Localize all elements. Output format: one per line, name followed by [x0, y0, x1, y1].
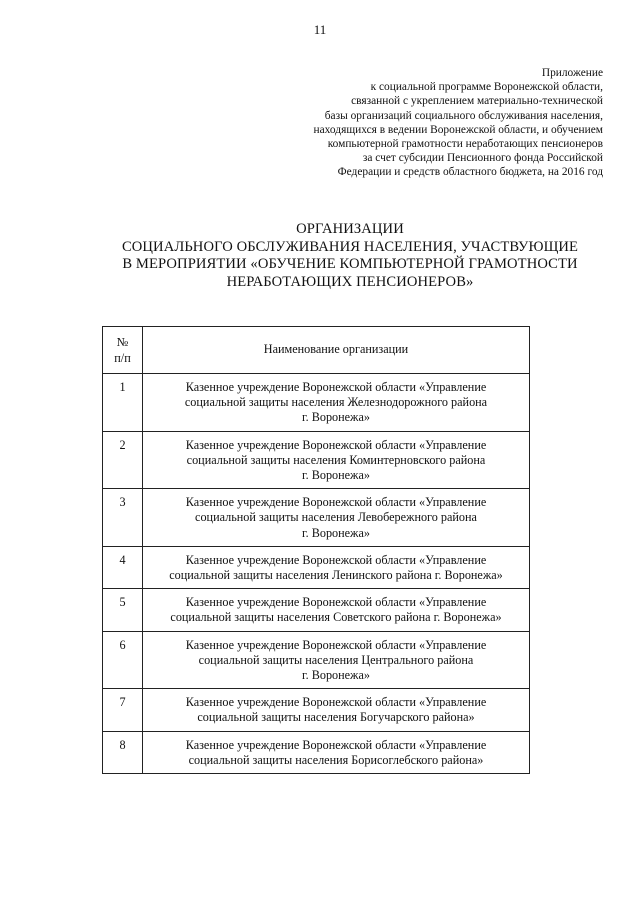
column-header-number	[103, 327, 143, 374]
appendix-line: за счет субсидии Пенсионного фонда Российской	[362, 152, 603, 165]
table-row	[103, 589, 530, 631]
table-row	[103, 689, 530, 731]
organization-name-line: Казенное учреждение Воронежской области «Управление	[185, 637, 487, 652]
row-number: 4	[103, 546, 143, 588]
appendix-line: к социальной программе Воронежской области,	[370, 81, 603, 94]
appendix-line: Федерации и средств областного бюджета, на 2016 год	[337, 166, 603, 179]
organization-name	[143, 431, 530, 489]
organization-name-line: Казенное учреждение Воронежской области «Управление	[185, 737, 487, 752]
organization-name-line: г. Воронежа»	[302, 525, 370, 540]
organization-name-line: Казенное учреждение Воронежской области «Управление	[185, 437, 487, 452]
organization-name-line: социальной защиты населения Богучарского района»	[197, 710, 475, 725]
row-number: 6	[103, 631, 143, 689]
organization-name-line: социальной защиты населения Коминтерновского района	[186, 452, 486, 467]
organization-name	[143, 546, 530, 588]
organization-name	[143, 589, 530, 631]
table-row	[103, 546, 530, 588]
organization-name-line: Казенное учреждение Воронежской области «Управление	[185, 695, 487, 710]
organization-name-line: социальной защиты населения Железнодорожного района	[184, 395, 488, 410]
row-number: 2	[103, 431, 143, 489]
appendix-line: находящихся в ведении Воронежской области, и обучением	[313, 123, 603, 136]
appendix-line: Приложение	[541, 67, 603, 79]
organization-name	[143, 489, 530, 547]
table-row	[103, 489, 530, 547]
header-number-abbrev: п/п	[114, 350, 131, 365]
organization-name-line: Казенное учреждение Воронежской области «Управление	[185, 495, 487, 510]
organization-name-line: г. Воронежа»	[302, 468, 370, 483]
organization-name-line: Казенное учреждение Воронежской области «Управление	[185, 595, 487, 610]
organizations-table	[102, 326, 530, 774]
title-line: НЕРАБОТАЮЩИХ ПЕНСИОНЕРОВ»	[226, 273, 474, 290]
document-title	[60, 221, 640, 291]
table-row	[103, 731, 530, 773]
appendix-line: связанной с укреплением материально-технической	[351, 95, 603, 108]
row-number: 8	[103, 731, 143, 773]
appendix-line: базы организаций социального обслуживания населения,	[324, 109, 603, 122]
organization-name-line: социальной защиты населения Центрального района	[198, 652, 474, 667]
row-number: 1	[103, 374, 143, 432]
organization-name-line: социальной защиты населения Борисоглебского района»	[188, 752, 484, 767]
row-number: 7	[103, 689, 143, 731]
organization-name-line: социальной защиты населения Левобережного района	[195, 510, 477, 525]
organization-name-line: Казенное учреждение Воронежской области «Управление	[185, 380, 487, 394]
organization-name	[143, 731, 530, 773]
organization-name-line: социальной защиты населения Ленинского района г. Воронежа»	[169, 568, 503, 583]
title-line: В МЕРОПРИЯТИИ «ОБУЧЕНИЕ КОМПЬЮТЕРНОЙ ГРАМОТНОСТИ	[122, 256, 578, 273]
title-line: СОЦИАЛЬНОГО ОБСЛУЖИВАНИЯ НАСЕЛЕНИЯ, УЧАСТВУЮЩИЕ	[121, 238, 579, 255]
header-number-symbol: №	[116, 335, 129, 350]
organization-name-line: г. Воронежа»	[302, 410, 370, 425]
page-number: 11	[313, 22, 327, 37]
row-number: 3	[103, 489, 143, 547]
organization-name-line: г. Воронежа»	[302, 668, 370, 683]
organization-name-line: Казенное учреждение Воронежской области «Управление	[185, 552, 487, 567]
organization-name	[143, 374, 530, 432]
table-row	[103, 631, 530, 689]
organization-name	[143, 631, 530, 689]
appendix-line: компьютерной грамотности неработающих пенсионеров	[327, 138, 603, 151]
table-header-row	[103, 327, 530, 374]
title-line: ОРГАНИЗАЦИИ	[296, 221, 404, 237]
organization-name-line: социальной защиты населения Советского района г. Воронежа»	[170, 610, 502, 625]
appendix-note	[273, 66, 603, 180]
organization-name	[143, 689, 530, 731]
table-row	[103, 374, 530, 432]
table-row	[103, 431, 530, 489]
row-number: 5	[103, 589, 143, 631]
column-header-name: Наименование организации	[143, 327, 530, 374]
table-body	[103, 374, 530, 774]
